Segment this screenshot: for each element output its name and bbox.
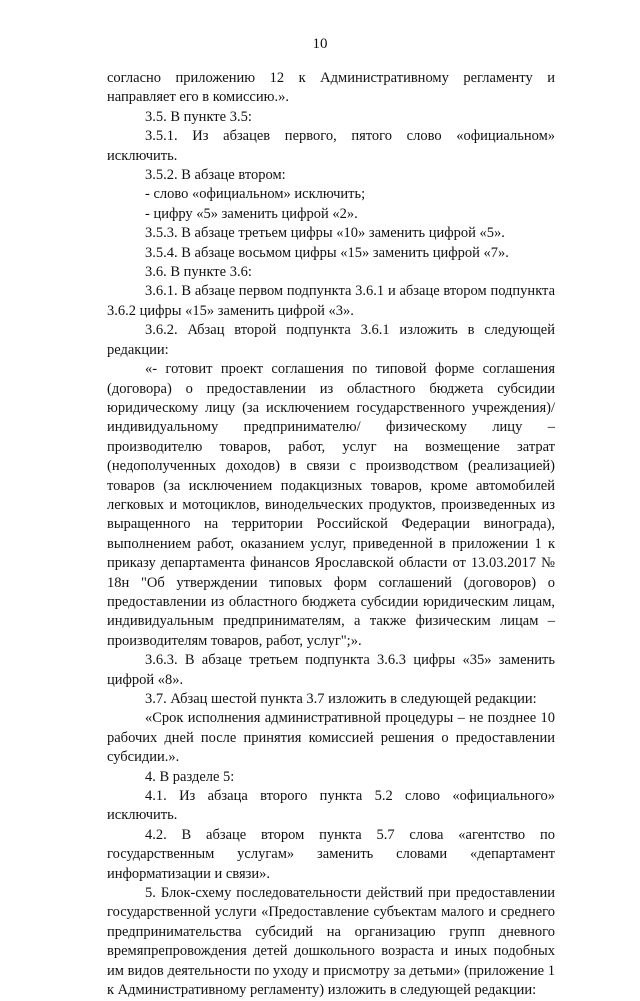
paragraph: 3.6.3. В абзаце третьем подпункта 3.6.3 цифры «35» заменить цифрой «8».	[107, 652, 555, 688]
paragraph: 4. В разделе 5:	[145, 768, 235, 785]
paragraph: согласно приложению 12 к Административному регламенту и направляет его в комиссию.».	[107, 70, 555, 106]
paragraph: 3.6.1. В абзаце первом подпункта 3.6.1 и абзаце втором подпункта 3.6.2 цифры «15» заменить цифрой «3».	[107, 283, 555, 319]
paragraph: «Срок исполнения административной процедуры – не позднее 10 рабочих дней после принятия комиссией решения о предоставлении субсидии.».	[107, 710, 555, 766]
paragraph: «- готовит проект соглашения по типовой форме соглашения (договора) о предоставлении из областного бюджета субсидии юридическому лицу (за исключением государственного учреждения)/ индивидуальному предпринимателю/ физическому лицу – производителю товаров, работ, услуг на возмещение затрат (недополученных доходов) в связи с производством (реализацией) товаров (за исключением подакцизных товаров, кроме автомобилей легковых и мотоциклов, винодельческих продуктов, произведенных из выращенного на территории Российской Федерации винограда), выполнением работ, оказанием услуг, приведенной в приложении 1 к приказу департамента финансов Ярославской области от 13.03.2017 № 18н "Об утверждении типовых форм соглашений (договоров) о предоставлении из областного бюджета субсидии юридическим лицам, индивидуальным предпринимателям, а также физическим лицам – производителям товаров, работ, услуг";».	[107, 361, 555, 649]
paragraph: 4.1. Из абзаца второго пункта 5.2 слово «официального» исключить.	[107, 788, 555, 824]
paragraph: 4.2. В абзаце втором пункта 5.7 слова «агентство по государственным услугам» заменить словами «департамент информатизации и связи».	[107, 826, 555, 882]
paragraph: 3.6. В пункте 3.6:	[145, 264, 252, 281]
paragraph: 3.5.4. В абзаце восьмом цифры «15» заменить цифрой «7».	[145, 244, 509, 261]
paragraph: - слово «официальном» исключить;	[145, 186, 366, 203]
paragraph: 3.5. В пункте 3.5:	[145, 108, 252, 125]
paragraph: - цифру «5» заменить цифрой «2».	[145, 205, 358, 222]
paragraph: 3.5.1. Из абзацев первого, пятого слово «официальном» исключить.	[107, 128, 555, 164]
paragraph: 3.6.2. Абзац второй подпункта 3.6.1 изложить в следующей редакции:	[107, 322, 555, 358]
paragraph: 3.5.2. В абзаце втором:	[145, 167, 286, 184]
paragraph: 3.5.3. В абзаце третьем цифры «10» заменить цифрой «5».	[145, 225, 505, 242]
paragraph: 5. Блок-схему последовательности действий при предоставлении государственной услуги «Предоставление субъектам малого и среднего предпринимательства субсидий на организацию групп дневного времяпрепровождения детей дошкольного возраста и иных подобных им видов деятельности по уходу и присмотру за детьми» (приложение 1 к Административному регламенту) изложить в следующей редакции:	[107, 885, 555, 999]
page-number: 10	[312, 36, 328, 52]
paragraph: 3.7. Абзац шестой пункта 3.7 изложить в следующей редакции:	[145, 691, 537, 707]
document-body	[107, 69, 555, 1001]
